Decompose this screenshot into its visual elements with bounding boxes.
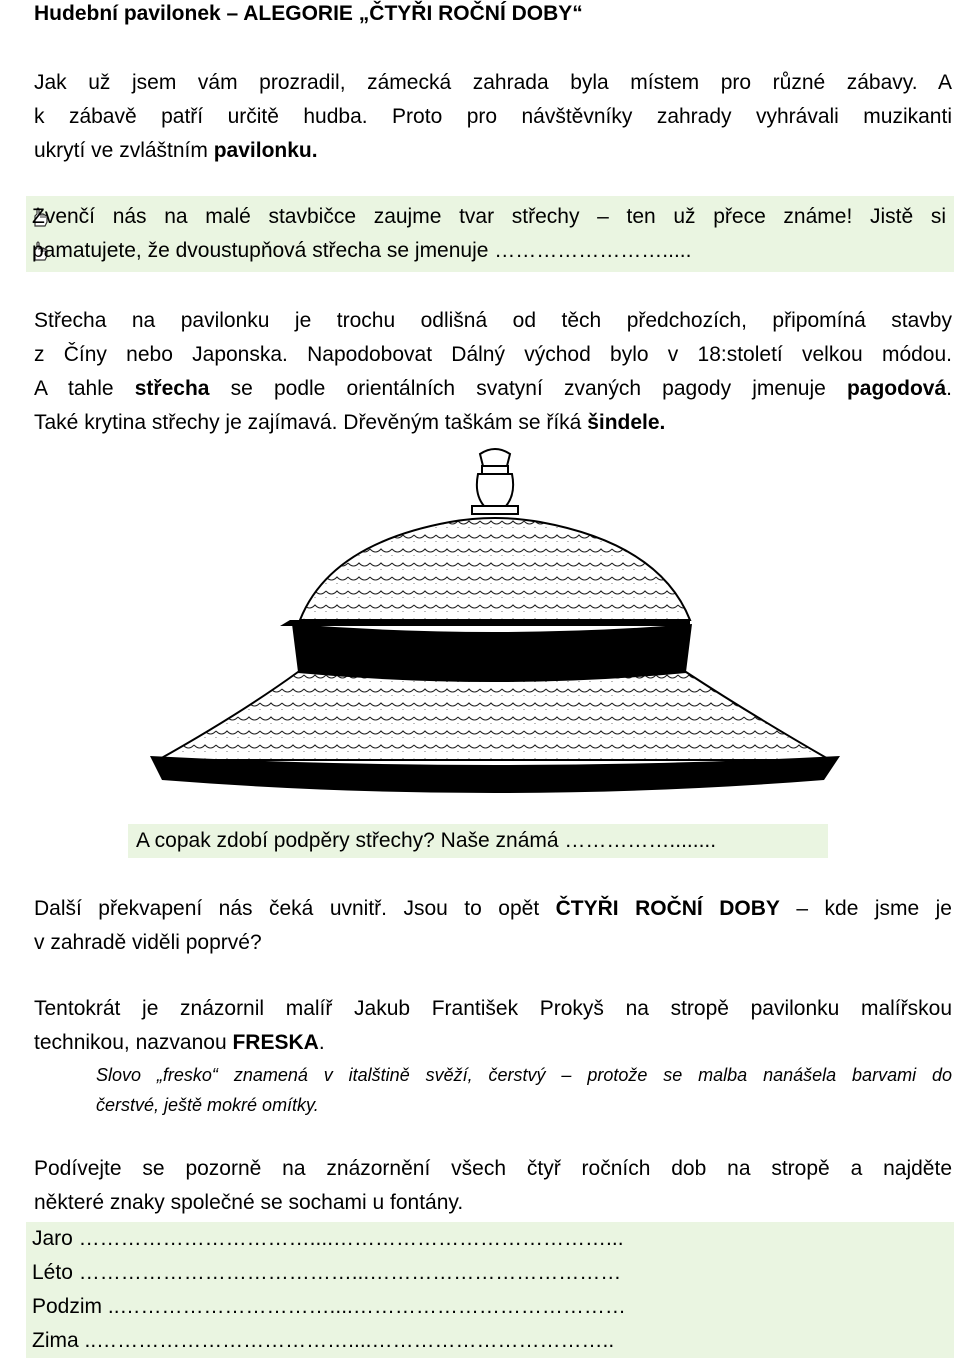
roof-paragraph: Střecha na pavilonku je trochu odlišná od těch předchozích, připomíná stavby z Číny nebo Japonska. Napodobovat Dálný východ bylo v 18:století velkou módou. A tahle střecha se podle orientálních svatyní zvaných pagody jmenuje pagodová. Také krytina střechy je zajímavá. Dřevěným taškám se říká šindele. bbox=[34, 309, 952, 434]
inside-paragraph: Další překvapení nás čeká uvnitř. Jsou to opět ČTYŘI ROČNÍ DOBY – kde jsme je v zahradě viděli poprvé? bbox=[34, 897, 952, 954]
look-paragraph: Podívejte se pozorně na znázornění všech čtyř ročních dob na stropě a najděte některé znaky společné se sochami u fontány. bbox=[34, 1157, 952, 1214]
question-text: A copak zdobí podpěry střechy? Naše známá ……………........ bbox=[136, 829, 717, 852]
fresco-paragraph: Tentokrát je znázornil malíř Jakub František Prokyš na stropě pavilonku malířskou technikou, nazvanou FRESKA. bbox=[34, 997, 952, 1054]
intro-paragraph: Jak už jsem vám prozradil, zámecká zahrada byla místem pro různé zábavy. A k zábavě patří určitě hudba. Proto pro návštěvníky zahrady vyhrávali muzikanti ukrytí ve zvláštním pavilonku. bbox=[34, 71, 952, 162]
hint-line-1: Zvenčí nás na malé stavbičce zaujme tvar střechy – ten už přece známe! Jistě si bbox=[32, 205, 946, 228]
season-autumn-answer[interactable]: Podzim ..…………………………....………………………………… bbox=[32, 1295, 626, 1318]
fresco-note: Slovo „fresko“ znamená v italštině svěží, čerstvý – protože se malba nanášela barvami do čerstvé, ještě mokré omítky. bbox=[96, 1065, 952, 1115]
season-winter-answer[interactable]: Zima ..………………………………....…………………………….. bbox=[32, 1329, 615, 1352]
hint-line-2: pamatujete, že dvoustupňová střecha se jmenuje ……………………..... bbox=[32, 239, 692, 262]
seasons-box bbox=[26, 1222, 954, 1358]
question-box bbox=[128, 824, 828, 858]
season-summer-answer[interactable]: Léto …………………………………...……………………………… bbox=[32, 1261, 622, 1284]
pagoda-roof-drawing bbox=[150, 444, 840, 818]
page-title: Hudební pavilonek – ALEGORIE „ČTYŘI ROČNÍ DOBY“ bbox=[34, 2, 583, 25]
season-spring-answer[interactable]: Jaro ……………………………....…………………………………... bbox=[32, 1227, 624, 1250]
hint-box bbox=[26, 196, 954, 272]
